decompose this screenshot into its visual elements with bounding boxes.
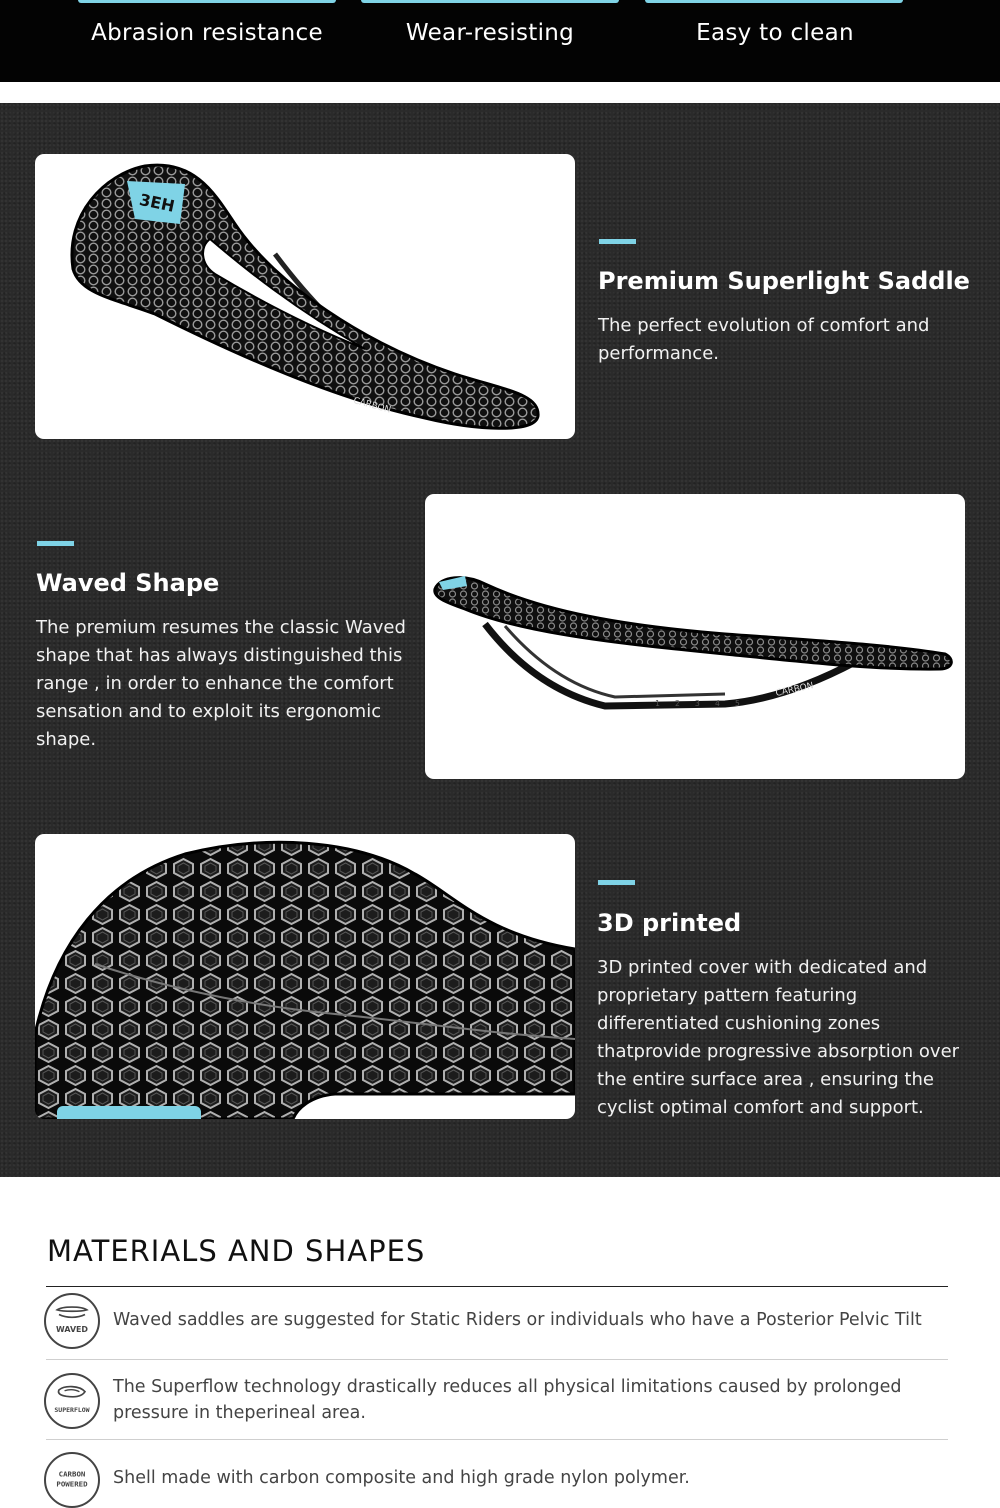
superflow-icon <box>44 1373 100 1429</box>
divider <box>46 1359 948 1360</box>
saddle-top-image <box>35 154 575 439</box>
divider <box>46 1286 948 1287</box>
materials-title: MATERIALS AND SHAPES <box>47 1234 426 1268</box>
feature-description: The perfect evolution of comfort and performance. <box>598 315 930 364</box>
feature-label-abrasion: Abrasion resistance <box>91 20 323 46</box>
lattice-closeup-image <box>35 834 575 1119</box>
feature-label-clean: Easy to clean <box>696 20 854 46</box>
accent-bar <box>78 0 336 3</box>
rail-scale-mark: 2 <box>675 699 680 708</box>
brand-label: 3EH <box>137 189 177 216</box>
material-text: Waved saddles are suggested for Static Riders or individuals who have a Posterior Pelvic Tilt <box>113 1310 922 1330</box>
feature-section <box>0 103 1000 1177</box>
accent-bar <box>361 0 619 3</box>
rail-scale-mark: 3 <box>695 699 700 708</box>
rail-scale-mark: 1 <box>655 699 660 708</box>
feature-title: Waved Shape <box>36 569 220 597</box>
rail-scale-mark: 4 <box>715 699 720 708</box>
accent-dash <box>598 880 635 885</box>
icon-label: WAVED <box>56 1325 88 1335</box>
saddle-side-image <box>425 494 965 779</box>
material-text: Shell made with carbon composite and high grade nylon polymer. <box>113 1468 690 1488</box>
material-text: The Superflow technology drastically reduces all physical limitations caused by prolonged pressure in theperineal area. <box>113 1377 902 1423</box>
feature-description: The premium resumes the classic Waved shape that has always distinguished this range , in order to enhance the comfort sensation and to exploit its ergonomic shape. <box>36 617 406 750</box>
feature-description: 3D printed cover with dedicated and proprietary pattern featuring differentiated cushioning zones thatprovide progressive absorption over the entire surface area , ensuring the cyclist optimal comfort and support. <box>597 957 960 1118</box>
feature-title: 3D printed <box>597 909 742 937</box>
icon-label: CARBON <box>58 1469 86 1479</box>
top-feature-strip <box>0 0 1000 82</box>
rail-label: CARBON <box>774 681 815 699</box>
divider <box>46 1439 948 1440</box>
rail-label: CARBON <box>352 396 392 416</box>
feature-title: Premium Superlight Saddle <box>598 267 970 295</box>
accent-dash <box>599 239 636 244</box>
rail-scale-mark: 5 <box>735 699 740 708</box>
icon-label: POWERED <box>56 1479 88 1489</box>
feature-label-wear: Wear-resisting <box>405 20 575 46</box>
waved-icon <box>44 1293 100 1349</box>
icon-label: SUPERFLOW <box>54 1406 90 1415</box>
accent-dash <box>37 541 74 546</box>
accent-bar <box>645 0 903 3</box>
